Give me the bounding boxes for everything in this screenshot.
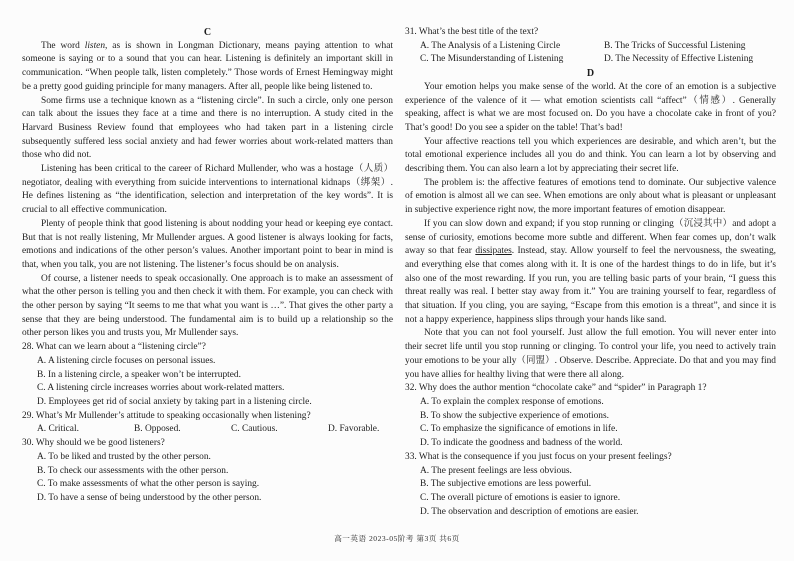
question-29-option-d: D. Favorable. <box>328 424 380 435</box>
question-31-option-a: A. The Analysis of a Listening Circle <box>420 40 561 51</box>
paragraph-text: . Instead, stay. Allow yourself to feel the nervousness, the sweating, and everything else that comes along with it. It is one of the hardest things to do in life, but it’s also one of the most rewarding. If you run, you are telling basic parts of your brain, “I guess this threat really was real. I better stay away from it.” You are training yourself to fear, regardless of that situation. If you cling, you are saying, “Escape from this emotion is a threat”, and since it is not a happy experience, happiness slips through your hands like sand. <box>405 246 776 325</box>
question-31-options <box>405 40 776 67</box>
question-29-stem: 29. What’s Mr Mullender’s attitude to speaking occasionally when listening? <box>22 410 311 421</box>
question-28-option-c: C. A listening circle increases worries about work-related matters. <box>37 383 285 394</box>
question-29-option-b: B. Opposed. <box>134 424 181 435</box>
italic-word-listen: listen <box>84 40 106 51</box>
passage-c-paragraph-1 <box>22 40 393 95</box>
question-30-stem: 30. Why should we be good listeners? <box>22 438 165 449</box>
passage-d-paragraph-2: Your affective reactions tell you which experiences are desirable, and which aren’t, but the total emotional experience includes all you do and think. You can learn a lot by observing and describing them. You can also learn a lot by appreciating their secret life. <box>405 136 776 175</box>
passage-c-paragraph-2: Some firms use a technique known as a “listening circle”. In such a circle, only one person can talk about the issues they face at a time and there is no interruption. A study cited in the Harvard Business Review found that employees who had taken part in a listening circle subsequently suffered less social anxiety and had fewer worries about work-related matters than those who did not. <box>22 95 393 161</box>
question-33-option-d: D. The observation and description of emotions are easier. <box>420 506 639 517</box>
question-28-option-d: D. Employees get rid of social anxiety by taking part in a listening circle. <box>37 396 312 407</box>
question-29-option-a: A. Critical. <box>37 424 79 435</box>
question-32-stem: 32. Why does the author mention “chocolate cake” and “spider” in Paragraph 1? <box>405 383 707 394</box>
left-column <box>22 26 393 519</box>
question-33-stem: 33. What is the consequence if you just focus on your present feelings? <box>405 451 672 462</box>
footer-page-info: 高一英语 2023-05阶考 第3页 共6页 <box>334 534 460 543</box>
paragraph-text: , as is shown in Longman Dictionary, means paying attention to what someone is saying or to a sound that you can hear. Listening is definitely an important skill in communication. “When people talk, listen completely.” Those words of Ernest Hemingway might be a pretty good guiding principle for many managers. After all, people like being listened to. <box>22 40 393 92</box>
question-32-option-a: A. To explain the complex response of emotions. <box>420 396 604 407</box>
question-32-option-b: B. To show the subjective experience of emotions. <box>420 410 609 421</box>
passage-d-paragraph-1: Your emotion helps you make sense of the world. At the core of an emotion is a subjective experience of the valence of it — what emotion scientists call “affect”（情感）. Generally speaking, affect is what we are most focused on. Do you have a chocolate cake in front of you? That’s good! Do you see a spider on the table! That’s bad! <box>405 81 776 133</box>
question-28-option-b: B. In a listening circle, a speaker won’t be interrupted. <box>37 369 241 380</box>
question-28-option-a: A. A listening circle focuses on personal issues. <box>37 355 216 366</box>
passage-d-paragraph-3: The problem is: the affective features of emotions tend to dominate. Our subjective valence of emotion is almost all we can see. When emotions are only about what is pleasant or unpleasant in subjective experience right now, the more important features of emotion disappear. <box>405 177 776 216</box>
question-28-stem: 28. What can we learn about a “listening circle”? <box>22 342 206 353</box>
question-31-option-d: D. The Necessity of Effective Listening <box>604 54 754 65</box>
question-31-option-c: C. The Misunderstanding of Listening <box>420 54 564 65</box>
question-33-option-b: B. The subjective emotions are less powerful. <box>420 479 592 490</box>
passage-d-paragraph-4 <box>405 218 776 328</box>
question-30-option-d: D. To have a sense of being understood by the other person. <box>37 492 262 503</box>
passage-c-heading: C <box>203 27 212 38</box>
paragraph-text: If you can slow down and expand; if you stop running or clinging（沉浸其中）and adopt a sense of curiosity, emotions become more subtle and different. When fear comes up, don’t walk away so that fear <box>405 218 776 257</box>
passage-d-heading: D <box>586 68 595 80</box>
right-column <box>405 26 776 519</box>
question-31-option-b: B. The Tricks of Successful Listening <box>604 40 746 51</box>
question-32-option-c: C. To emphasize the significance of emotions in life. <box>420 424 618 435</box>
question-32-option-d: D. To indicate the goodness and badness of the world. <box>420 438 623 449</box>
question-33-option-a: A. The present feelings are less obvious. <box>420 465 572 476</box>
question-29-option-c: C. Cautious. <box>231 424 278 435</box>
underlined-word-dissipates: dissipates <box>475 246 512 257</box>
passage-d-paragraph-5: Note that you can not fool yourself. Just allow the full emotion. You will never enter into their secret life until you stop running or clinging. To control your life, you need to actively train your emotions to be your ally（同盟）. Observe. Describe. Appreciate. Do that and you may find you have allies for healthy living that were there all along. <box>405 328 776 380</box>
passage-c-paragraph-3: Listening has been critical to the career of Richard Mullender, who was a hostage（人质）negotiator, dealing with everything from suicide interventions to international kidnaps（绑架）. He defines listening as “the identification, selection and interpretation of the key words”. It is crucial to all effective communication. <box>22 164 393 216</box>
question-30-option-c: C. To make assessments of what the other person is saying. <box>37 479 260 490</box>
question-29-options <box>22 423 393 437</box>
question-33-option-c: C. The overall picture of emotions is easier to ignore. <box>420 492 621 503</box>
question-31-stem: 31. What’s the best title of the text? <box>405 27 539 37</box>
paragraph-text: The word <box>41 40 85 51</box>
question-30-option-a: A. To be liked and trusted by the other person. <box>37 451 211 462</box>
question-30-option-b: B. To check our assessments with the other person. <box>37 465 229 476</box>
passage-c-paragraph-5: Of course, a listener needs to speak occasionally. One approach is to make an assessment of what the other person is telling you and then check it with them. For example, you can check with the other person by saying “It seems to me that what you want is …”. That gives the other party a sense that they are being understood. The fundamental aim is to build up a relationship so the other person likes you and trusts you, Mr Mullender says. <box>22 273 393 339</box>
passage-c-paragraph-4: Plenty of people think that good listening is about nodding your head or keeping eye contact. But that is not really listening, Mr Mullender argues. A good listener is always looking for facts, emotions and indications of the other person’s values. Another important point to bear in mind is that, when you talk, you are not listening. The listener’s focus should be on analysis. <box>22 218 393 270</box>
